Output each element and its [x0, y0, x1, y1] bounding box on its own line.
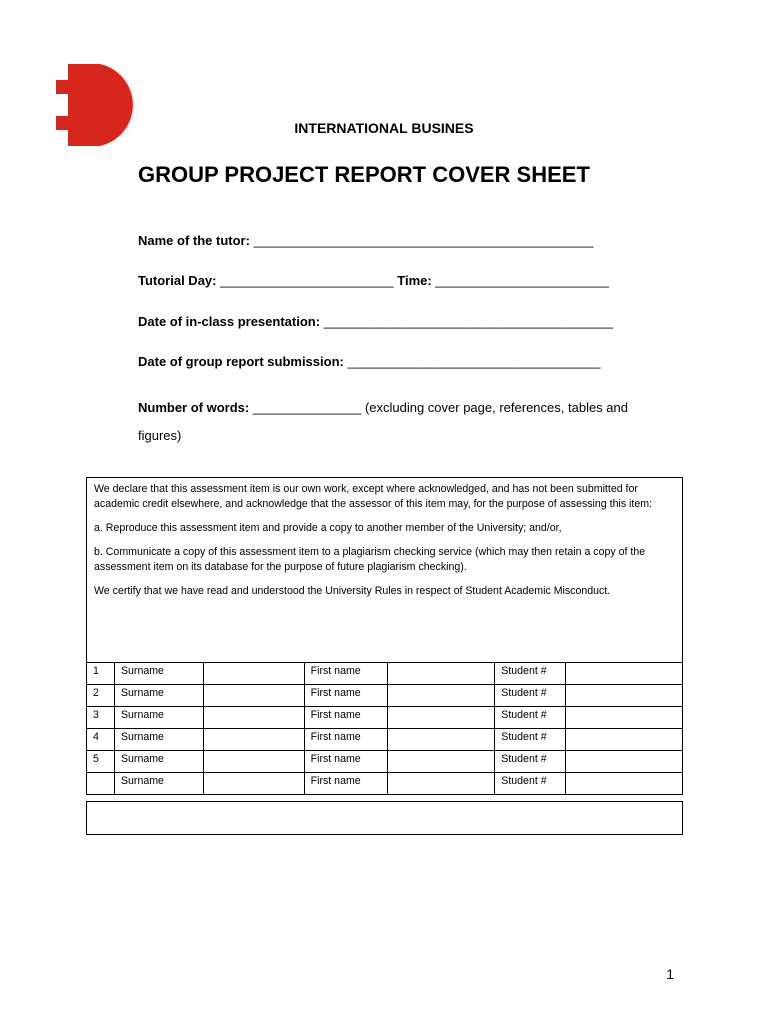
student-number-label: Student # [495, 707, 566, 729]
student-table [86, 662, 683, 795]
surname-label: Surname [114, 707, 203, 729]
firstname-label: First name [304, 685, 387, 707]
row-number: 2 [87, 685, 115, 707]
firstname-label: First name [304, 729, 387, 751]
student-number-label: Student # [495, 729, 566, 751]
tutor-field [138, 233, 593, 248]
presentation-date-label: Date of in-class presentation: [138, 314, 321, 329]
presentation-date-field [138, 314, 613, 329]
student-number-input[interactable] [566, 707, 683, 729]
firstname-input[interactable] [387, 685, 495, 707]
declaration-paragraph-4: We certify that we have read and understood the University Rules in respect of Student Academic Misconduct. [94, 585, 611, 597]
word-count-field [138, 400, 628, 415]
presentation-date-input-line[interactable]: ________________________________________ [323, 314, 613, 329]
surname-label: Surname [114, 729, 203, 751]
word-count-input-line[interactable]: _______________ [252, 400, 362, 415]
table-row [87, 773, 683, 795]
table-row [87, 707, 683, 729]
firstname-label: First name [304, 773, 387, 795]
table-row [87, 663, 683, 685]
declaration-paragraph-1: We declare that this assessment item is our own work, except where acknowledged, and has not been submitted for academic credit elsewhere, and acknowledge that the assessor of this item may, for the purpose of assessing this item: [94, 483, 653, 510]
student-number-label: Student # [495, 751, 566, 773]
submission-date-input-line[interactable]: ___________________________________ [347, 354, 601, 369]
submission-date-label: Date of group report submission: [138, 354, 344, 369]
row-number: 5 [87, 751, 115, 773]
surname-input[interactable] [203, 729, 304, 751]
row-number [87, 773, 115, 795]
time-input-line[interactable]: ________________________ [435, 273, 609, 288]
student-number-input[interactable] [566, 773, 683, 795]
page-title: GROUP PROJECT REPORT COVER SHEET [138, 162, 590, 187]
row-number: 1 [87, 663, 115, 685]
time-label: Time: [397, 273, 432, 288]
signature-box[interactable] [86, 801, 683, 835]
firstname-input[interactable] [387, 729, 495, 751]
table-row [87, 751, 683, 773]
row-number: 3 [87, 707, 115, 729]
tutorial-day-label: Tutorial Day: [138, 273, 217, 288]
firstname-label: First name [304, 707, 387, 729]
firstname-input[interactable] [387, 707, 495, 729]
surname-label: Surname [114, 663, 203, 685]
declaration-paragraph-2: a. Reproduce this assessment item and provide a copy to another member of the University; and/or, [94, 522, 562, 534]
page-number: 1 [666, 966, 674, 982]
student-number-input[interactable] [566, 751, 683, 773]
declaration-paragraph-3: b. Communicate a copy of this assessment item to a plagiarism checking service (which may then retain a copy of the assessment item on its database for the purpose of future plagiarism checking). [94, 546, 646, 573]
student-number-input[interactable] [566, 685, 683, 707]
firstname-input[interactable] [387, 773, 495, 795]
submission-date-field [138, 354, 601, 369]
word-count-note: (excluding cover page, references, tables and [364, 400, 628, 415]
surname-label: Surname [114, 751, 203, 773]
firstname-input[interactable] [387, 751, 495, 773]
student-number-input[interactable] [566, 663, 683, 685]
declaration-box [86, 477, 683, 663]
department-heading: INTERNATIONAL BUSINES [294, 120, 474, 136]
surname-input[interactable] [203, 663, 304, 685]
surname-input[interactable] [203, 773, 304, 795]
row-number: 4 [87, 729, 115, 751]
firstname-label: First name [304, 751, 387, 773]
firstname-input[interactable] [387, 663, 495, 685]
surname-input[interactable] [203, 707, 304, 729]
surname-input[interactable] [203, 751, 304, 773]
student-number-label: Student # [495, 773, 566, 795]
word-count-label: Number of words: [138, 400, 250, 415]
firstname-label: First name [304, 663, 387, 685]
student-number-label: Student # [495, 663, 566, 685]
word-count-note-continued: figures) [138, 428, 182, 443]
student-number-label: Student # [495, 685, 566, 707]
surname-label: Surname [114, 773, 203, 795]
surname-label: Surname [114, 685, 203, 707]
student-number-input[interactable] [566, 729, 683, 751]
table-row [87, 729, 683, 751]
table-row [87, 685, 683, 707]
surname-input[interactable] [203, 685, 304, 707]
tutorial-day-field [138, 273, 609, 288]
tutor-input-line[interactable]: _______________________________________________ [253, 233, 594, 248]
tutorial-day-input-line[interactable]: ________________________ [220, 273, 394, 288]
tutor-label: Name of the tutor: [138, 233, 250, 248]
